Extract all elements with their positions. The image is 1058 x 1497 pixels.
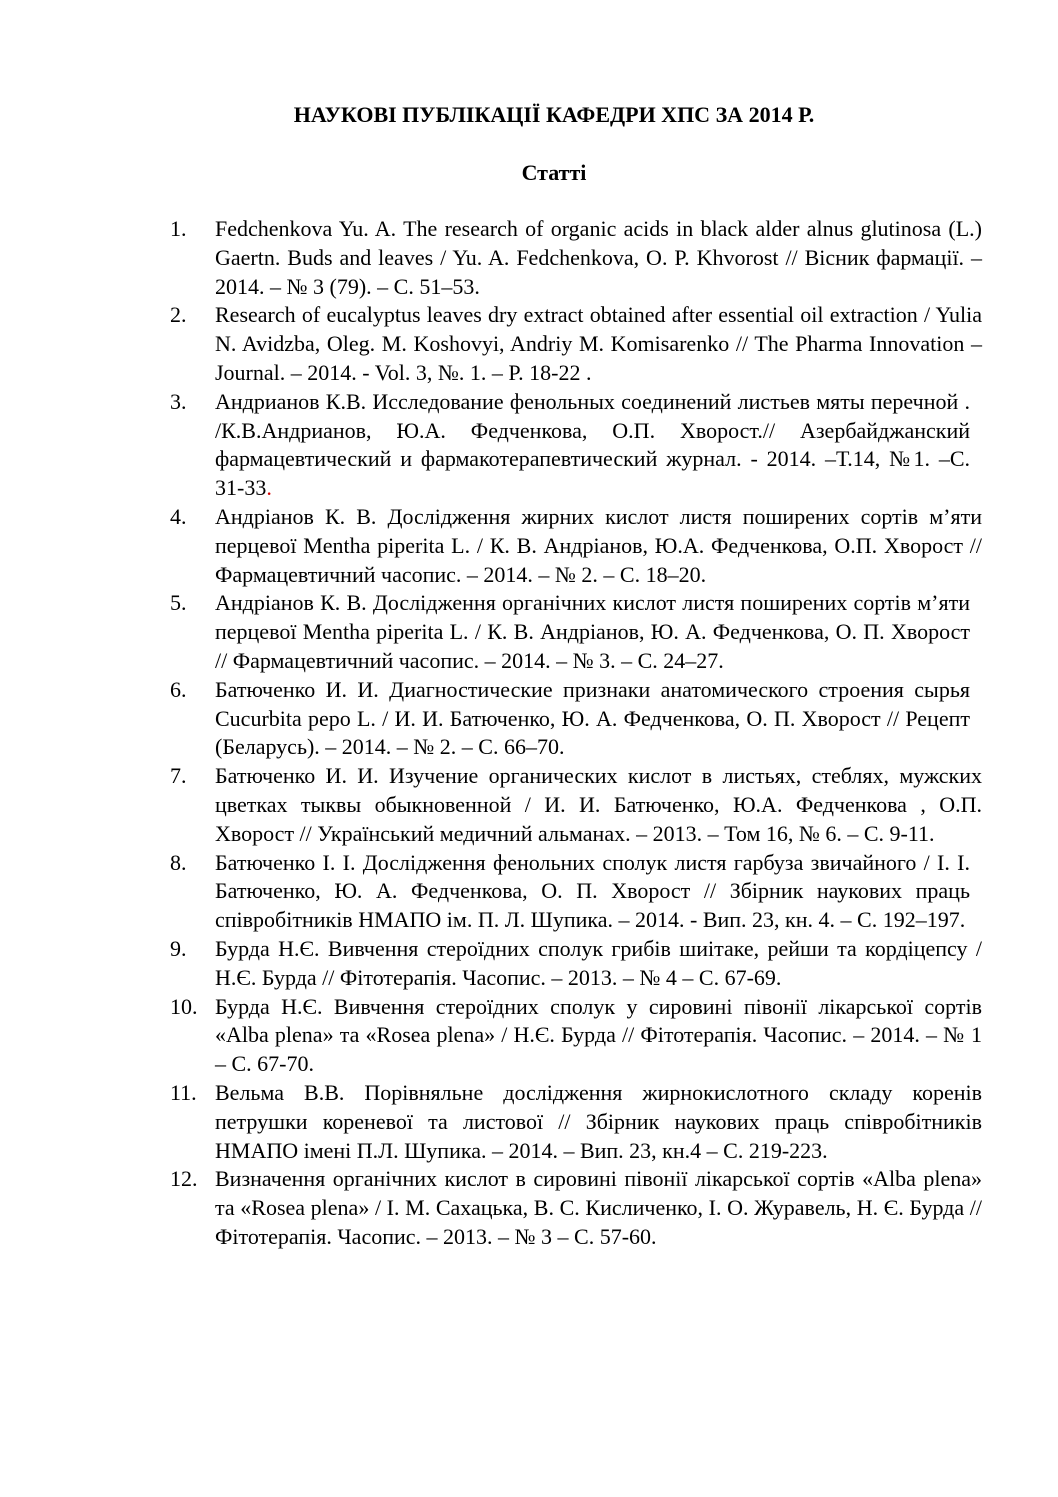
publication-text: Визначення органічних кислот в сировині півонії лікарської сортів «Alba plena» та «Rosea plena» / І. М. Сахацька, В. С. Кисличенко, І. О. Журавель, Н. Є. Бурда // Фітотерапія. Часопис. – 2013. – № 3 – С. 57-60.: [215, 1166, 982, 1249]
publication-number: 10.: [170, 993, 198, 1019]
publication-list: [170, 215, 982, 1252]
document-title: НАУКОВІ ПУБЛІКАЦІЇ КАФЕДРИ ХПС ЗА 2014 Р.: [293, 102, 815, 127]
publication-number: 12.: [170, 1166, 198, 1192]
publication-trailing-mark: .: [266, 475, 272, 501]
publication-text: Research of eucalyptus leaves dry extract obtained after essential oil extraction / Yulia N. Avidzba, Oleg. M. Koshovyi, Andriy M. Komisarenko // The Pharma Innovation – Journal. – 2014. - Vol. 3, №. 1. – P. 18-22 .: [215, 302, 982, 385]
publication-item: [170, 589, 970, 675]
publication-number: 11.: [170, 1079, 197, 1105]
publication-text: Батюченко И. И. Изучение органических кислот в листьях, стеблях, мужских цветках тыквы обыкновенной / И. И. Батюченко, Ю.А. Федченкова , О.П. Хворост // Український медичний альманах. – 2013. – Том 16, № 6. – С. 9-11.: [215, 763, 982, 846]
publication-text: Fedchenkova Yu. A. The research of organic acids in black alder alnus glutinosa (L.) Gaertn. Buds and leaves / Yu. A. Fedchenkova, O. P. Khvorost // Вісник фармації. – 2014. – № 3 (79). – С. 51–53.: [215, 216, 982, 299]
publication-text: Батюченко І. І. Дослідження фенольних сполук листя гарбуза звичайного / І. І. Батюченко, Ю. А. Федченкова, О. П. Хворост // Збірник наукових праць співробітників НМАПО ім. П. Л. Шупика. – 2014. - Вип. 23, кн. 4. – С. 192–197.: [215, 849, 970, 933]
publication-text: Вельма В.В. Порівняльне дослідження жирнокислотного складу коренів петрушки кореневої та листової // Збірник наукових праць співробітників НМАПО імені П.Л. Шупика. – 2014. – Вип. 23, кн.4 – С. 219-223.: [215, 1079, 982, 1163]
publication-number: 4.: [170, 503, 187, 529]
publication-item: [170, 935, 982, 993]
publication-number: 2.: [170, 302, 187, 328]
publication-item: [170, 849, 970, 935]
publication-text: Андріанов К. В. Дослідження органічних кислот листя поширених сортів м’яти перцевої Mentha piperita L. / К. В. Андріанов, Ю. А. Федченкова, О. П. Хворост // Фармацевтичний часопис. – 2014. – № 3. – С. 24–27.: [215, 590, 970, 673]
publication-item: [170, 503, 982, 589]
publication-item: [170, 301, 982, 387]
publication-text-body: Андрианов К.В. Исследование фенольных соединений листьев мяты перечной . /К.В.Андрианов, Ю.А. Федченкова, О.П. Хворост.// Азербайджанский фармацевтический и фармакотерапевтический журнал. - 2014. –Т.14, №1. –С. 31-33: [215, 388, 970, 501]
publication-number: 9.: [170, 935, 187, 961]
publication-text: Андріанов К. В. Дослідження жирних кислот листя поширених сортів м’яти перцевої Mentha piperita L. / К. В. Андріанов, Ю.А. Федченкова, О.П. Хворост //Фармацевтичний часопис. – 2014. – № 2. – С. 18–20.: [215, 503, 982, 587]
publication-number: 5.: [170, 590, 187, 616]
publication-item: [170, 215, 982, 301]
publication-number: 8.: [170, 849, 187, 875]
publication-number: 6.: [170, 676, 187, 702]
publication-text: Бурда Н.Є. Вивчення стероїдних сполук у сировині півонії лікарської сортів «Alba plena» та «Rosea plena» / Н.Є. Бурда // Фітотерапія. Часопис. – 2014. – № 1 – С. 67-70.: [215, 993, 982, 1077]
publication-number: 1.: [170, 216, 187, 241]
publication-number: 7.: [170, 763, 187, 789]
publication-item: [170, 993, 982, 1079]
publication-item: [170, 1165, 982, 1251]
section-heading: Статті: [521, 160, 587, 185]
publication-text: Батюченко И. И. Диагностические признаки анатомического строения сырья Cucurbita pepo L. / И. И. Батюченко, Ю. А. Федченкова, О. П. Хворост // Рецепт (Беларусь). – 2014. – № 2. – С. 66–70.: [215, 676, 970, 760]
publication-number: 3.: [170, 388, 187, 414]
publication-item: [170, 1079, 982, 1165]
publication-item: [170, 388, 970, 503]
publication-text: Бурда Н.Є. Вивчення стероїдних сполук грибів шиітаке, рейши та кордіцепсу / Н.Є. Бурда // Фітотерапія. Часопис. – 2013. – № 4 – С. 67-69.: [215, 935, 982, 990]
publication-item: [170, 676, 970, 762]
publication-item: [170, 762, 982, 848]
publication-text: [215, 388, 970, 503]
